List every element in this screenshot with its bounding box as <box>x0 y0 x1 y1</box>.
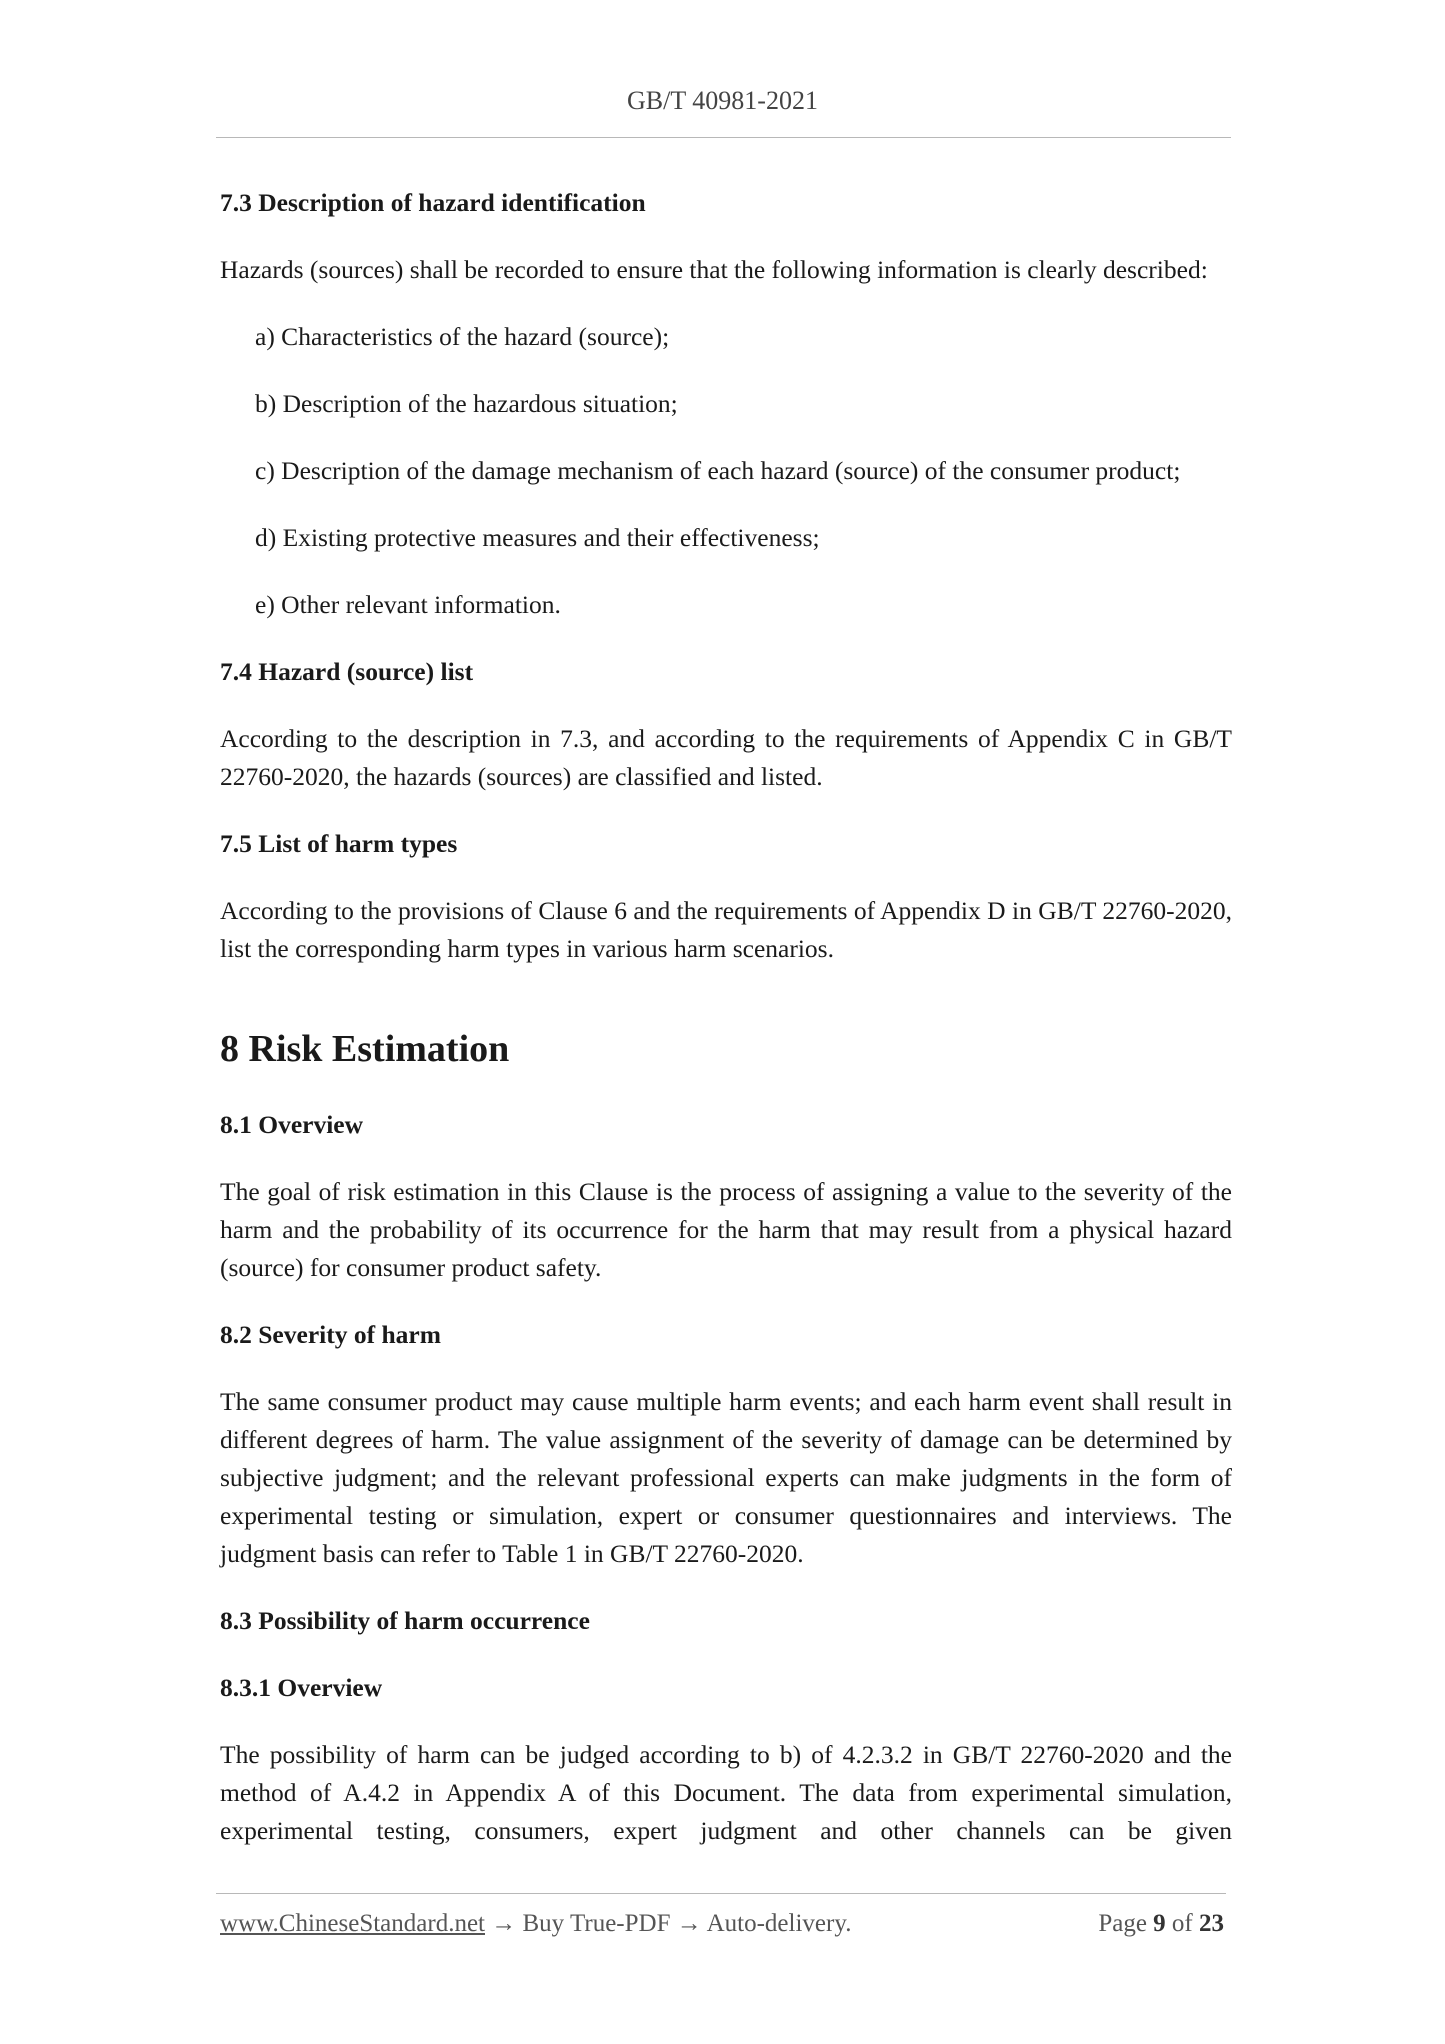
delivery-text: Auto-delivery. <box>706 1910 852 1937</box>
page-content <box>220 184 1232 1850</box>
heading-8: 8 Risk Estimation <box>220 1028 510 1070</box>
paragraph-8-1: The goal of risk estimation in this Clause is the process of assigning a value to the severity of the harm and the probability of its occurrence for the harm that may result from a physical hazard (source) for consumer product safety. <box>220 1177 1232 1282</box>
header-divider <box>216 137 1231 138</box>
website-link[interactable]: www.ChineseStandard.net <box>220 1910 485 1937</box>
of-label: of <box>1171 1910 1193 1937</box>
arrow-right-icon: → <box>491 1910 517 1937</box>
page-label: Page <box>1098 1910 1147 1937</box>
paragraph-7-4: According to the description in 7.3, and according to the requirements of Appendix C in GB/T 22760-2020, the hazards (sources) are classified and listed. <box>220 724 1232 791</box>
page-total: 23 <box>1199 1910 1224 1937</box>
list-item: e) Other relevant information. <box>255 590 561 619</box>
list-item: a) Characteristics of the hazard (source); <box>255 322 670 351</box>
page-current: 9 <box>1153 1910 1166 1937</box>
document-header: GB/T 40981-2021 <box>627 86 818 115</box>
heading-8-3-1: 8.3.1 Overview <box>220 1673 383 1702</box>
heading-7-4: 7.4 Hazard (source) list <box>220 657 474 686</box>
heading-7-3: 7.3 Description of hazard identification <box>220 188 646 217</box>
paragraph-7-5: According to the provisions of Clause 6 and the requirements of Appendix D in GB/T 22760-2020, list the corresponding harm types in various harm scenarios. <box>220 896 1232 963</box>
heading-8-2: 8.2 Severity of harm <box>220 1320 441 1349</box>
list-item: d) Existing protective measures and their effectiveness; <box>255 523 820 552</box>
paragraph-8-2: The same consumer product may cause multiple harm events; and each harm event shall result in different degrees of harm. The value assignment of the severity of damage can be determined by subjective judgment; and the relevant professional experts can make judgments in the form of experimental testing or simulation, expert or consumer questionnaires and interviews. The judgment basis can refer to Table 1 in GB/T 22760-2020. <box>220 1387 1232 1568</box>
list-item: b) Description of the hazardous situation; <box>255 389 678 418</box>
paragraph-8-3-1: The possibility of harm can be judged according to b) of 4.2.3.2 in GB/T 22760-2020 and the method of A.4.2 in Appendix A of this Document. The data from experimental simulation, experimental testing, consumers, expert judgment and other channels can be given <box>220 1740 1232 1845</box>
list-item: c) Description of the damage mechanism of each hazard (source) of the consumer product; <box>255 456 1181 485</box>
arrow-right-icon: → <box>676 1910 702 1937</box>
heading-8-3: 8.3 Possibility of harm occurrence <box>220 1606 590 1635</box>
footer-promo <box>220 1910 851 1938</box>
page-number <box>1098 1910 1224 1938</box>
buy-text: Buy True-PDF <box>522 1910 671 1937</box>
heading-8-1: 8.1 Overview <box>220 1110 364 1139</box>
paragraph-7-3-intro: Hazards (sources) shall be recorded to ensure that the following information is clearly described: <box>220 255 1208 284</box>
heading-7-5: 7.5 List of harm types <box>220 829 458 858</box>
footer-divider <box>216 1893 1226 1894</box>
